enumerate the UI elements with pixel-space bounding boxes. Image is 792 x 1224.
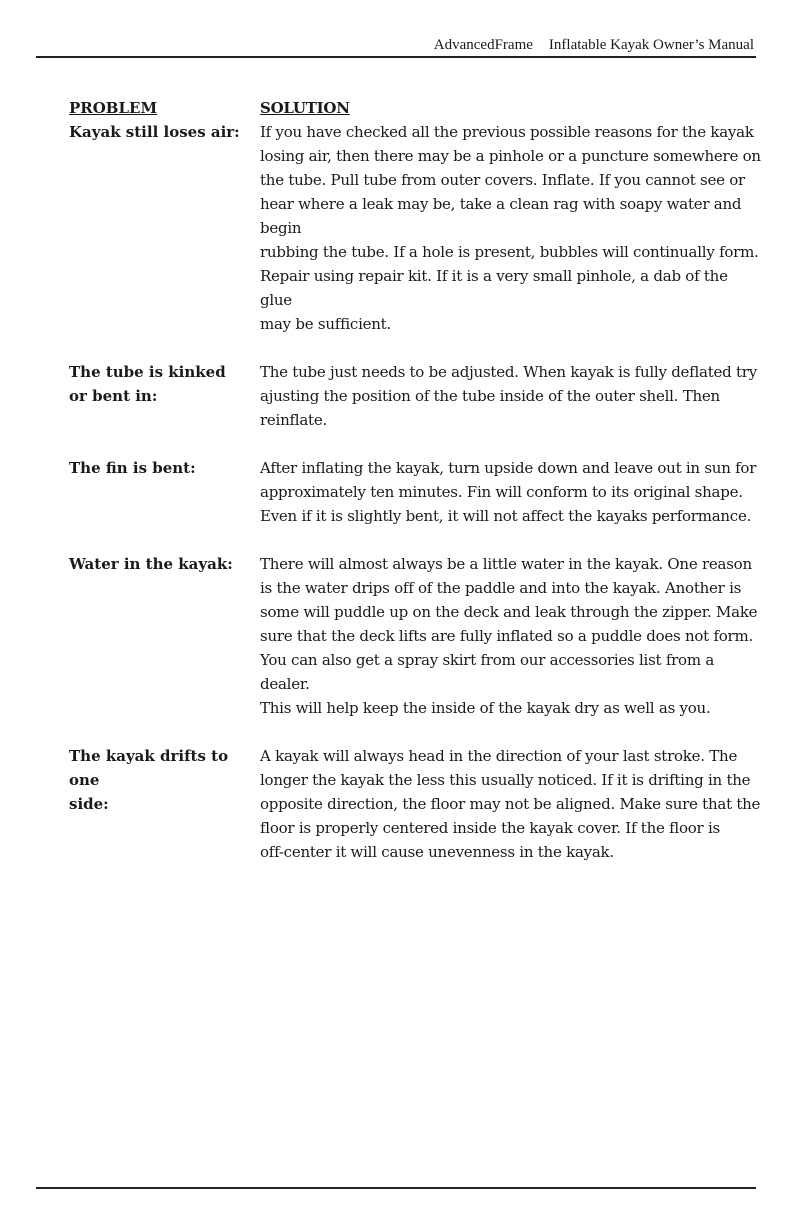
problem-label: The kayak drifts to one side: (69, 747, 229, 813)
page-header (36, 34, 756, 58)
footer-rule (36, 1187, 756, 1189)
table-row (69, 744, 764, 864)
header-product-name: AdvancedFrame (433, 37, 533, 53)
solution-text: There will almost always be a little water in the kayak. One reason is the water drips off of the paddle and into the kayak. Another is some will puddle up on the deck and leak through the zipper. Make sure that the deck lifts are fully inflated so a puddle does not form. You can also get a spray skirt from our accessories list from a dealer. This will help keep the inside of the kayak dry as well as you. (260, 555, 758, 717)
problem-label: The tube is kinked or bent in: (69, 363, 226, 405)
solution-text: After inflating the kayak, turn upside down and leave out in sun for approximately ten minutes. Fin will conform to its original shape. Even if it is slightly bent, it will not affect the kayaks performance. (260, 459, 757, 525)
troubleshooting-table (69, 96, 764, 888)
solution-text: If you have checked all the previous possible reasons for the kayak losing air, then there may be a pinhole or a puncture somewhere on the tube. Pull tube from outer covers. Inflate. If you cannot see or hear where a leak may be, take a clean rag with soapy water and begin rubbing the tube. If a hole is present, bubbles will continually form. Repair using repair kit. If it is a very small pinhole, a dab of the glue may be sufficient. (260, 123, 761, 333)
problem-column-heading: PROBLEM (69, 99, 158, 117)
header-manual-title: Inflatable Kayak Owner’s Manual (548, 37, 754, 53)
problem-label: Water in the kayak: (69, 555, 233, 573)
solution-text: A kayak will always head in the direction of your last stroke. The longer the kayak the less this usually noticed. If it is drifting in the opposite direction, the floor may not be aligned. Make sure that the floor is properly centered inside the kayak cover. If the floor is off-center it will cause unevenness in the kayak. (260, 747, 761, 861)
solution-column-heading: SOLUTION (260, 99, 350, 117)
problem-label: Kayak still loses air: (69, 123, 240, 141)
table-row (69, 360, 764, 432)
table-row (69, 120, 764, 336)
table-row (69, 552, 764, 720)
table-header-row (69, 96, 764, 120)
solution-text: The tube just needs to be adjusted. When kayak is fully deflated try ajusting the position of the tube inside of the outer shell. Then reinflate. (260, 363, 757, 429)
table-row (69, 456, 764, 528)
problem-label: The fin is bent: (69, 459, 196, 477)
